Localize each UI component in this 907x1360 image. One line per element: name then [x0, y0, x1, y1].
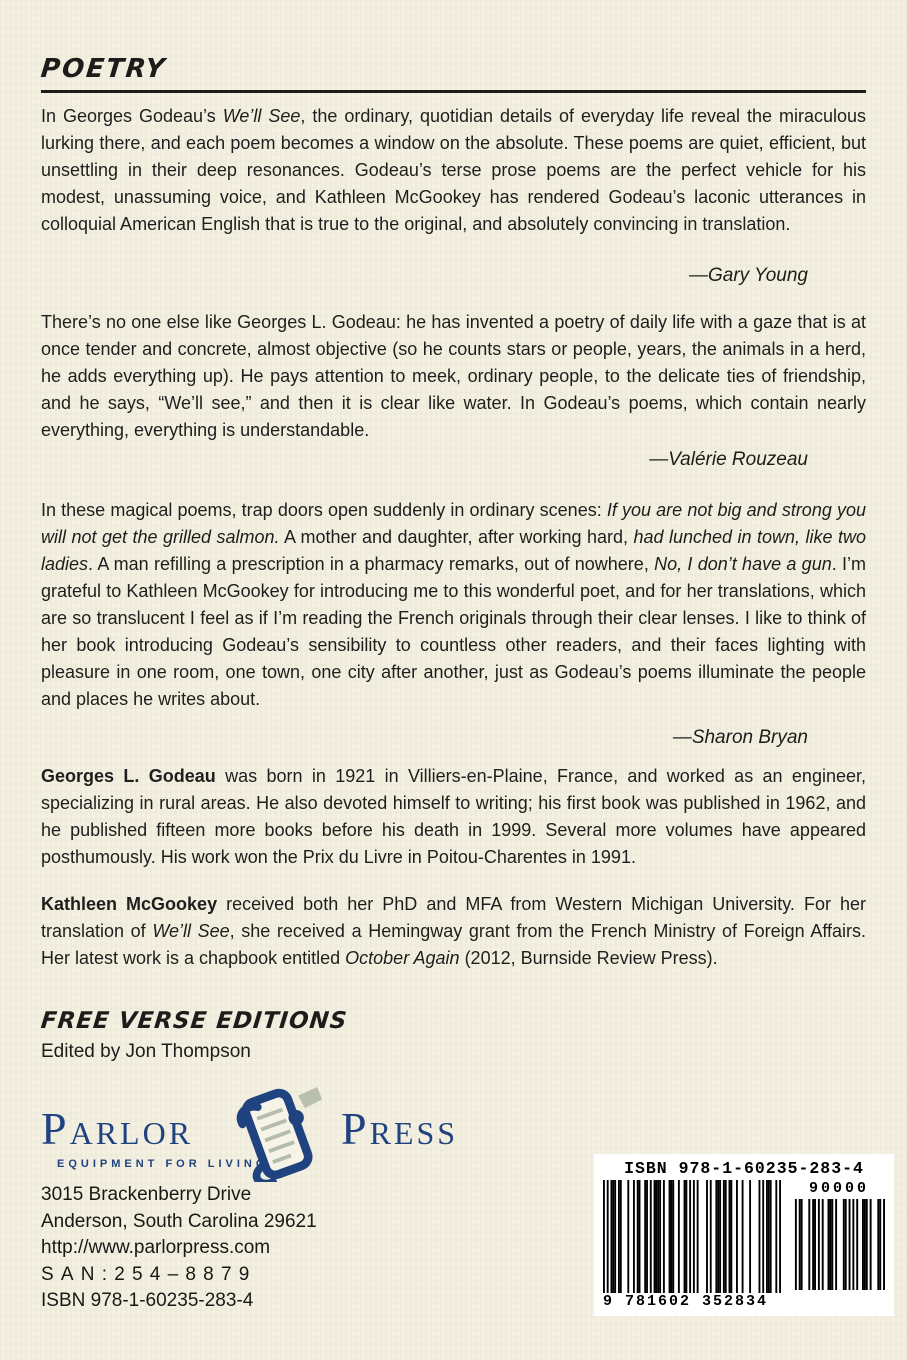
bio-paragraph-mcgookey: Kathleen McGookey received both her PhD and MFA from Western Michigan University. For her translation of We’ll See, she received a Hemingway grant from the French Ministry of Foreign Affairs. Her latest work is a chapbook entitled October Again (2012, Burnside Review Press). — [41, 894, 867, 968]
divider-rule — [41, 90, 866, 93]
series-title: FREE VERSE EDITIONS — [39, 1008, 349, 1034]
isbn-number: ISBN 978-1-60235-283-4 — [41, 1290, 254, 1311]
barcode-panel — [594, 1154, 894, 1316]
blurb-attribution-sharon-bryan: —Sharon Bryan — [672, 727, 808, 748]
publisher-address-block — [41, 1182, 317, 1315]
blurb-paragraph-valerie-rouzeau: There’s no one else like Georges L. Godeau: he has invented a poetry of daily life with a gaze that is at once tender and concrete, almost objective (so he counts stars or people, years, the animals in a herd, he adds everything up). He pays attention to meek, ordinary people, to the delicate ties of friendship, and he says, “We’ll see,” and then it is clear like water. In Godeau’s poems, which contain nearly everything, everything is understandable. — [41, 312, 866, 440]
publisher-name-press: Press — [341, 1103, 459, 1154]
blurb-paragraph-gary-young: In Georges Godeau’s We’ll See, the ordinary, quotidian details of everyday life reveal the miraculous lurking there, and each poem becomes a window on the absolute. These poems are quiet, efficient, but unsettling in their deep resonances. Godeau’s terse prose poems are the perfect vehicle for his modest, unassuming voice, and Kathleen McGookey has rendered Godeau’s laconic utterances in colloquial American English that is true to the original, and absolutely convincing in translation. — [41, 106, 866, 234]
publisher-logo-block — [41, 1086, 511, 1186]
publisher-tagline: EQUIPMENT FOR LIVING — [57, 1158, 269, 1170]
website-url: http://www.parlorpress.com — [41, 1237, 271, 1258]
series-editor: Edited by Jon Thompson — [41, 1041, 251, 1062]
barcode-digits: 9 781602 352834 — [603, 1293, 769, 1310]
barcode-isbn-text: ISBN 978-1-60235-283-4 — [624, 1159, 864, 1178]
category-label: POETRY — [39, 54, 168, 84]
address-line-city: Anderson, South Carolina 29621 — [41, 1210, 317, 1232]
publisher-name-parlor: Parlor — [41, 1103, 194, 1154]
bio-paragraph-godeau: Georges L. Godeau was born in 1921 in Villiers-en-Plaine, France, and worked as an engineer, specializing in rural areas. He also devoted himself to writing; his first book was published in 1962, and he published fifteen more books before his death in 1999. Several more volumes have appeared posthumously. His work won the Prix du Livre in Poitou-Charentes in 1991. — [41, 766, 866, 867]
barcode-price-code: 90000 — [808, 1180, 869, 1197]
blurb-attribution-gary-young: —Gary Young — [688, 265, 808, 286]
address-line-street: 3015 Brackenberry Drive — [41, 1184, 252, 1205]
ean-barcode — [603, 1180, 781, 1293]
blurb-paragraph-sharon-bryan: In these magical poems, trap doors open suddenly in ordinary scenes: If you are not big and strong you will not get the grilled salmon. A mother and daughter, after working hard, had lunched in town, like two ladies. A man refilling a prescription in a pharmacy remarks, out of nowhere, No, I don’t have a gun. I’m grateful to Kathleen McGookey for introducing me to this wonderful poet, and for her translations, which are so translucent I feel as if I’m reading the French originals through their clear lenses. I like to think of her book introducing Godeau’s sensibility to countless other readers, and their faces lighting with pleasure in one room, one town, one city after another, just as Godeau’s poems illuminate the people and places he writes about. — [41, 500, 867, 709]
blurb-attribution-valerie-rouzeau: —Valérie Rouzeau — [649, 449, 808, 470]
san-number: SAN:254–8879 — [41, 1263, 257, 1285]
supplement-barcode — [793, 1199, 885, 1290]
